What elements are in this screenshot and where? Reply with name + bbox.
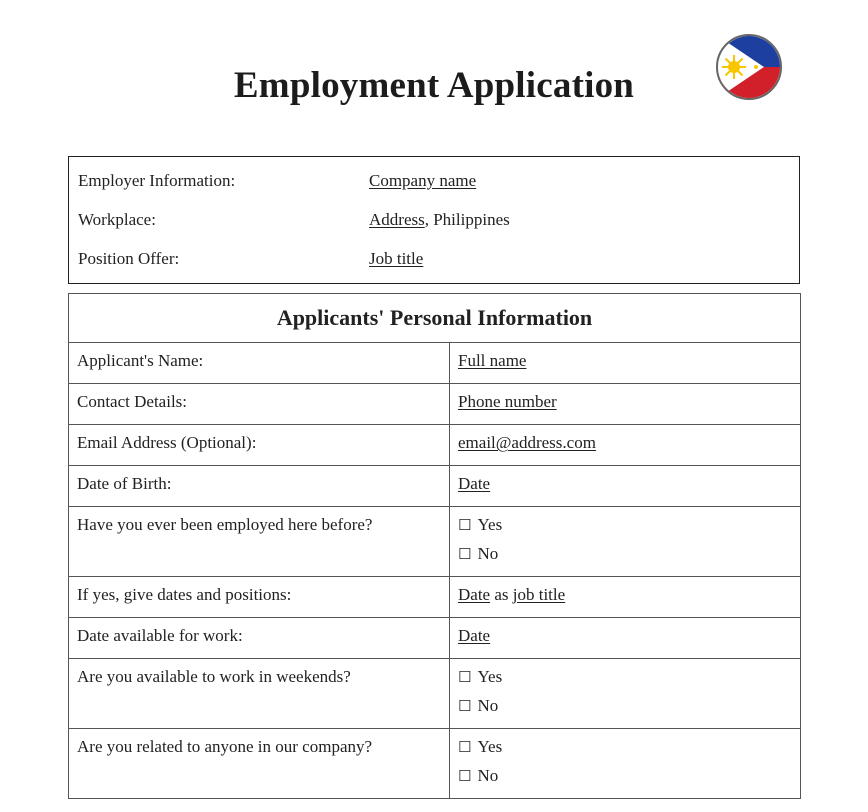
checkbox-icon[interactable]: ☐	[458, 767, 472, 785]
prior-positions-label: If yes, give dates and positions:	[77, 585, 292, 604]
contact-label: Contact Details:	[77, 392, 188, 411]
table-row	[69, 507, 801, 577]
checkbox-icon[interactable]: ☐	[458, 697, 472, 715]
name-label: Applicant's Name:	[77, 351, 204, 370]
checkbox-icon[interactable]: ☐	[458, 738, 472, 756]
available-date-label: Date available for work:	[77, 626, 243, 645]
table-row: If yes, give dates and positions: Date as job title	[69, 577, 801, 618]
address-field[interactable]: Address	[369, 210, 425, 229]
employed-no-option[interactable]: ☐ No	[458, 544, 499, 563]
available-date-field[interactable]: Date	[458, 626, 491, 645]
company-name-field[interactable]: Company name	[369, 171, 477, 190]
weekends-no-option[interactable]: ☐ No	[458, 696, 499, 715]
job-title-field[interactable]: Job title	[369, 249, 424, 268]
table-row	[69, 384, 801, 425]
employed-yes-option[interactable]: ☐ Yes	[458, 515, 503, 534]
full-name-field[interactable]: Full name	[458, 351, 527, 370]
email-label: Email Address (Optional):	[77, 433, 257, 452]
phone-number-field[interactable]: Phone number	[458, 392, 557, 411]
table-row	[69, 466, 801, 507]
position-label: Position Offer:	[78, 249, 180, 268]
personal-info-table	[68, 293, 801, 799]
table-row	[69, 425, 801, 466]
email-field[interactable]: email@address.com	[458, 433, 596, 452]
checkbox-icon[interactable]: ☐	[458, 545, 472, 563]
related-no-option[interactable]: ☐ No	[458, 766, 499, 785]
employer-label: Employer Information:	[78, 171, 236, 190]
weekends-yes-option[interactable]: ☐ Yes	[458, 667, 503, 686]
table-row	[69, 729, 801, 799]
table-row	[69, 343, 801, 384]
employer-info-box	[68, 156, 800, 284]
prior-job-title-field[interactable]: job title	[512, 585, 566, 604]
checkbox-icon[interactable]: ☐	[458, 516, 472, 534]
workplace-label: Workplace:	[78, 210, 156, 229]
checkbox-icon[interactable]: ☐	[458, 668, 472, 686]
page-title: Employment Application	[233, 65, 635, 106]
table-row	[69, 618, 801, 659]
country-text: , Philippines	[424, 210, 510, 229]
dob-label: Date of Birth:	[77, 474, 172, 493]
weekends-label: Are you available to work in weekends?	[77, 667, 351, 686]
related-label: Are you related to anyone in our company?	[77, 737, 373, 756]
prior-date-field[interactable]: Date	[458, 585, 491, 604]
philippines-flag-icon	[716, 34, 782, 100]
workplace-value	[369, 210, 510, 230]
employed-before-label: Have you ever been employed here before?	[77, 515, 373, 534]
related-yes-option[interactable]: ☐ Yes	[458, 737, 503, 756]
section-heading: Applicants' Personal Information	[69, 294, 801, 343]
table-row	[69, 659, 801, 729]
dob-date-field[interactable]: Date	[458, 474, 491, 493]
